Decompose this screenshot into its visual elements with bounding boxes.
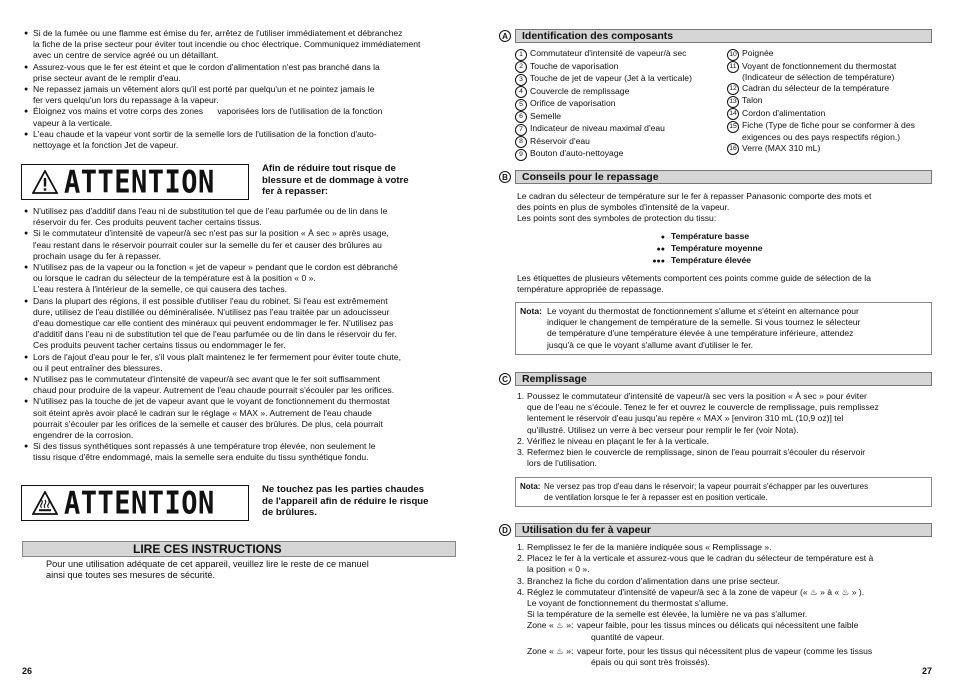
list-item: 6 Semelle [515,111,730,124]
warning-icon [32,170,58,194]
list-item: 13 Talon [727,95,942,108]
section-letter-a: A [499,30,511,42]
section-letter-c: C [499,373,511,385]
list-item: 7 Indicateur de niveau maximal d'eau [515,123,730,136]
section-heading-a: Identification des composants [515,29,932,43]
list-item: ● N'utilisez pas le commutateur d'intensité de vapeur/à sec avant que le fer soit suffisamment chaud pour produire de la vapeur. Autrement de l'eau chaude pourrait s'écouler par les orifices. [24,374,468,396]
steam-zone-high: Zone « ♨ »: vapeur forte, pour les tissus qui nécessitent plus de vapeur (comme les tissus épais ou qui sont très froissés). [527,645,873,668]
steam-zone-low: Zone « ♨ »: vapeur faible, pour les tissus minces ou délicats qui nécessitent une faible quantité de vapeur. [527,620,859,642]
note-label: Nota: [520,306,542,316]
list-item: 16 Verre (MAX 310 mL) [727,143,942,156]
section-heading-b: Conseils pour le repassage [515,170,932,184]
attention-banner-hot [21,485,249,521]
list-item: 1. Poussez le commutateur d'intensité de vapeur/à sec vers la position « À sec » pour éviter que de l'eau ne s'écoule. Tenez le fer et ouvrez le couvercle de remplissage, puis remplissez lentement le réservoir d'eau jusqu'au repère « MAX » [environ 310 mL (10,9 oz)] tel qu'illustré. Utilisez un verre à bec verseur pour remplir le fer (voir Nota). [517,391,879,435]
fill-steps [517,391,937,469]
list-item: ● Lors de l'ajout d'eau pour le fer, s'il vous plaît maintenez le fer fermement pour éviter toute chute, ou il peut entraîner des blessures. [24,352,468,374]
list-item: ● Température basse [660,231,750,241]
section-letter-d: D [499,524,511,536]
section-heading-d: Utilisation du fer à vapeur [515,523,932,537]
note-text: Ne versez pas trop d'eau dans le réservoir; la vapeur pourrait s'échapper par les ouvertures de ventilation lorsque le fer à repasser est en position verticale. [544,482,869,502]
list-item: ● Ne repassez jamais un vêtement alors qu'il est porté par quelqu'un et ne pointez jamais le fer vers quelqu'un lors du repassage à la vapeur. [24,84,464,106]
section-b-outro: Les étiquettes de plusieurs vêtements comportent ces points comme guide de sélection de la température appropriée de repassage. [517,273,871,295]
list-item: ● L'eau chaude et la vapeur vont sortir de la semelle lors de l'utilisation de la fonction d'auto- nettoyage et la fonction Jet de vapeur. [24,129,464,151]
list-item: 10 Poignée [727,48,942,61]
list-item: ●● Température moyenne [656,243,763,254]
list-item: ● Éloignez vos mains et votre corps des zones vaporisées lors de l'utilisation de la fonction vapeur à la verticale. [24,106,464,128]
components-list-2 [727,48,942,155]
read-instructions-text: Pour une utilisation adéquate de cet appareil, veuillez lire le reste de ce manuel ainsi que toutes ses mesures de sécurité. [46,559,369,581]
list-item: 2. Placez le fer à la verticale et assurez-vous que le cadran du sélecteur de température est à la position « 0 ». [517,553,874,575]
note-box [515,477,932,507]
list-item: 2 Touche de vaporisation [515,61,730,74]
attention-banner [21,164,249,200]
steam-steps [517,542,937,668]
list-item: 15 Fiche (Type de fiche pour se conformer à des exigences ou des pays respectifs région.) [727,120,942,142]
note-label: Nota: [520,482,541,491]
attention-heading: Afin de réduire tout risque de blessure et de dommage à votre fer à repasser: [262,163,409,198]
list-item: 4. Réglez le commutateur d'intensité de vapeur/à sec à la zone de vapeur (« ♨ » à « ♨ » ). Le voyant de fonctionnement du thermostat s'allume. Si la température de la semelle est élevée, la lumière ne va pas s'allumer. [517,586,865,620]
note-box [515,302,932,355]
section-heading-c: Remplissage [515,372,932,386]
list-item: 3. Branchez la fiche du cordon d'alimentation dans une prise secteur. [517,575,780,586]
list-item: 9 Bouton d'auto-nettoyage [515,148,730,161]
list-item: ●●● Température élevée [652,255,752,266]
list-item: 14 Cordon d'alimentation [727,108,942,121]
note-text: Le voyant du thermostat de fonctionnement s'allume et s'éteint en alternance pour indiquer le changement de température de la semelle. Si vous tournez le sélecteur de température d'une température élevée à une température inférieure, attendez jusqu'à ce que le voyant s'allume avant d'utiliser le fer. [547,306,861,350]
list-item: 2. Vérifiez le niveau en plaçant le fer à la verticale. [517,435,710,446]
list-item: 8 Réservoir d'eau [515,136,730,149]
list-item: 4 Couvercle de remplissage [515,86,730,99]
intro-bullet-list [24,28,464,151]
list-item: 12 Cadran du sélecteur de la température [727,83,942,96]
section-b-intro: Le cadran du sélecteur de température sur le fer à repasser Panasonic comporte des mots et des points en plus de symboles d'intensité de la vapeur. Les points sont des symboles de protection du tissu: [517,191,872,224]
read-instructions-banner [22,541,456,557]
list-item: 5 Orifice de vaporisation [515,98,730,111]
list-item: ● Si des tissus synthétiques sont repassés à une température trop élevée, non seulement le tissu risque d'être endommagé, mais la semelle sera enduite du tissu synthétique fondu. [24,441,468,463]
list-item: ● N'utilisez pas la touche de jet de vapeur avant que le voyant de fonctionnement du thermostat soit éteint après avoir placé le cadran sur le réglage « MAX ». Autrement de l'eau chaude pourrait s'écouler par les orifices de la semelle et causer des brûlures. De plus, cela pourrait engendrer de la corrosion. [24,396,468,441]
list-item: ● Si de la fumée ou une flamme est émise du fer, arrêtez de l'utiliser immédiatement et débranchez la fiche de la prise secteur pour éviter tout incendie ou choc électrique. Communiquez immédiatement avec un centre de service agréé ou un détaillant. [24,28,464,62]
list-item: ● N'utilisez pas d'additif dans l'eau ni de substitution tel que de l'eau parfumée ou de lin dans le réservoir du fer. Ces produits peuvent tacher certains tissus. [24,206,468,228]
hot-surface-icon [32,491,58,515]
attention-bullet-list [24,206,468,464]
list-item: 1 Commutateur d'intensité de vapeur/à sec [515,48,730,61]
list-item: 3. Refermez bien le couvercle de remplissage, sinon de l'eau pourrait s'écouler du réservoir lors de l'utilisation. [517,447,866,469]
list-item: ● Si le commutateur d'intensité de vapeur/à sec n'est pas sur la position « À sec » après usage, l'eau restant dans le réservoir pourrait couler sur la semelle du fer et causer des brûlures au prochain usage du fer à repasser. [24,228,468,262]
components-list-1 [515,48,730,161]
list-item: ● Assurez-vous que le fer est éteint et que le cordon d'alimentation n'est pas branché dans la prise secteur avant de le remplir d'eau. [24,62,464,84]
list-item: ● N'utilisez pas de la vapeur ou la fonction « jet de vapeur » pendant que le cordon est débranché ou lorsque le cadran du sélecteur de la température est à la position « 0 ». L'eau restera à l'intérieur de la semelle, ce qui causera des taches. [24,262,468,296]
read-instructions-title: LIRE CES INSTRUCTIONS [133,542,282,556]
attention-word: ATTENTION [64,485,215,521]
list-item: 3 Touche de jet de vapeur (Jet à la verticale) [515,73,730,86]
right-page [477,0,954,690]
list-item: 1. Remplissez le fer de la manière indiquée sous « Remplissage ». [517,542,772,552]
attention-heading: Ne touchez pas les parties chaudes de l'appareil afin de réduire le risque de brûlures. [262,484,429,519]
attention-word: ATTENTION [64,164,215,200]
list-item: ● Dans la plupart des régions, il est possible d'utiliser l'eau du robinet. Si l'eau est extrêmement dure, utilisez de l'eau distillée ou déminéralisée. N'utilisez pas l'eau traitée par un adoucisseur d'eau domestique car elle contient des minéraux qui peuvent endommager le fer. N'utilisez pas d'additif dans l'eau ni de substitution tel que de l'eau parfumée ou de lin dans le réservoir du fer. Ces produits peuvent tacher certains tissus ou endommager le fer. [24,296,468,352]
temperature-legend [637,231,837,268]
page-number: 26 [22,666,33,676]
list-item: 11 Voyant de fonctionnement du thermostat (Indicateur de sélection de température) [727,61,942,83]
section-letter-b: B [499,171,511,183]
page-number: 27 [921,666,932,676]
